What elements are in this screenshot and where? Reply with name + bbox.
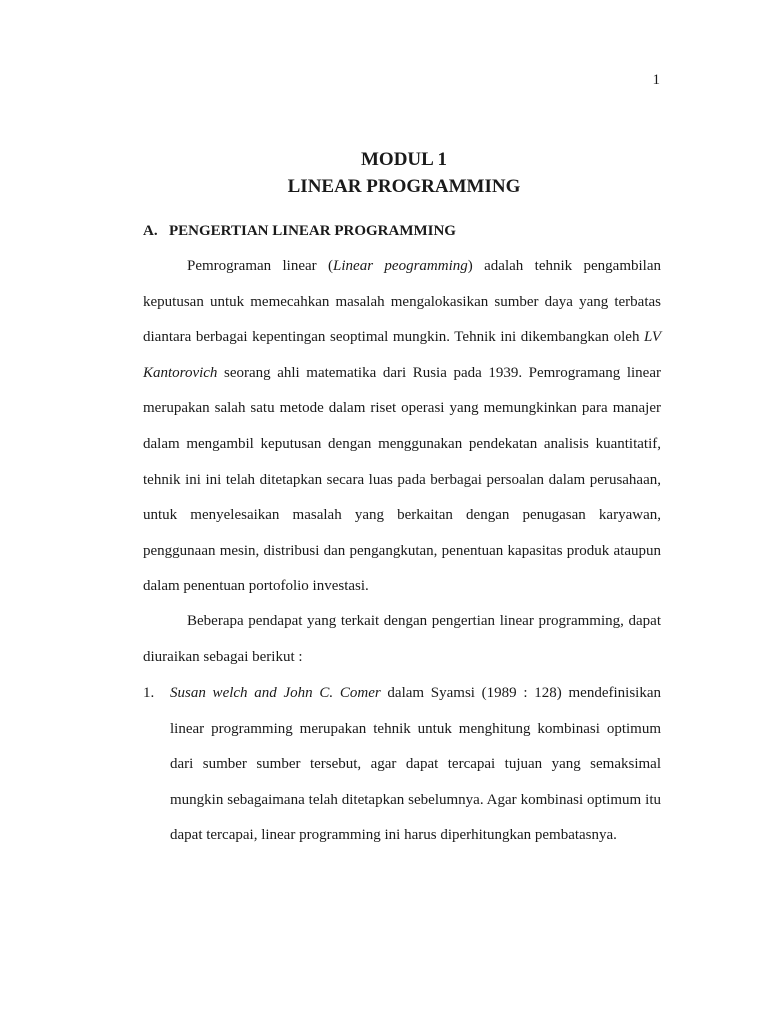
paragraph-1-part-3: seorang ahli matematika dari Rusia pada 1939. Pemrogramang linear merupakan salah satu metode dalam riset operasi yang memungkinkan para manajer dalam mengambil keputusan dengan menggunakan pendekatan analisis kuantitatif, tehnik ini ini telah ditetapkan secara luas pada berbagai persoalan dalam perusahaan, untuk menyelesaikan masalah yang berkaitan dengan penugasan karyawan, penggunaan mesin, distribusi dan pengangkutan, penentuan kapasitas produk ataupun dalam penentuan portofolio investasi. <box>143 364 661 595</box>
document-title <box>0 146 768 200</box>
paragraph-1-text <box>143 249 661 605</box>
list-item-text <box>170 676 661 854</box>
section-letter: A. <box>143 223 158 239</box>
paragraph-2-text: Beberapa pendapat yang terkait dengan pengertian linear programming, dapat diuraikan sebagai berikut : <box>143 613 661 665</box>
paragraph-1-part-2: ) adalah tehnik pengambilan keputusan untuk memecahkan masalah mengalokasikan sumber daya yang terbatas diantara berbagai kepentingan seoptimal mungkin. Tehnik ini dikembangkan oleh <box>143 258 662 346</box>
paragraph-1 <box>143 249 661 605</box>
list-item-number: 1. <box>143 685 155 701</box>
list-item-body: dalam Syamsi (1989 : 128) mendefinisikan linear programming merupakan tehnik untuk menghitung kombinasi optimum dari sumber sumber tersebut, agar dapat tercapai tujuan yang semaksimal mungkin sebagaimana telah ditetapkan sebelumnya. Agar kombinasi optimum itu dapat tercapai, linear programming ini harus diperhitungkan pembatasnya. <box>170 685 661 844</box>
title-line-2: LINEAR PROGRAMMING <box>287 176 521 197</box>
list-item-italic-authors: Susan welch and John C. Comer <box>170 685 381 701</box>
page-number: 1 <box>652 72 660 88</box>
section-heading <box>143 221 456 241</box>
paragraph-1-part-1: Pemrograman linear ( <box>187 258 334 274</box>
paragraph-1-italic-term: Linear peogramming <box>333 258 468 274</box>
paragraph-2 <box>143 604 661 675</box>
list-item <box>143 676 661 854</box>
section-heading-text: PENGERTIAN LINEAR PROGRAMMING <box>169 223 456 239</box>
paragraph-1-italic-name: LV Kantorovich <box>143 329 661 381</box>
title-line-1: MODUL 1 <box>360 149 448 170</box>
